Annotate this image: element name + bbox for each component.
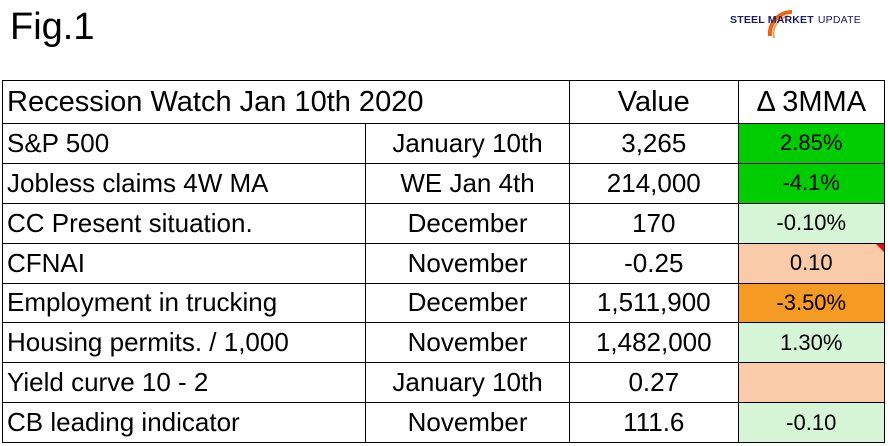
figure-label: Fig.1 <box>10 6 95 48</box>
value-cell: -0.25 <box>570 243 738 283</box>
period-cell: December <box>366 283 570 323</box>
table-row <box>3 163 885 203</box>
period-cell: November <box>366 323 570 363</box>
period-cell: December <box>366 203 570 243</box>
table-header-row <box>3 81 885 124</box>
logo-text-light: UPDATE <box>817 14 861 26</box>
table-row <box>3 323 885 363</box>
value-column-header: Value <box>570 81 738 124</box>
table-body <box>3 124 885 443</box>
change-cell: -0.10% <box>738 203 885 243</box>
change-cell: -0.10 <box>738 403 885 443</box>
value-cell: 170 <box>570 203 738 243</box>
table-row <box>3 363 885 403</box>
indicator-cell: CFNAI <box>3 243 366 283</box>
value-cell: 0.27 <box>570 363 738 403</box>
period-cell: January 10th <box>366 124 570 164</box>
indicator-cell: Yield curve 10 - 2 <box>3 363 366 403</box>
indicator-cell: Housing permits. / 1,000 <box>3 323 366 363</box>
change-cell <box>738 363 885 403</box>
change-cell: 0.10 <box>738 243 885 283</box>
change-cell: -4.1% <box>738 163 885 203</box>
table-row <box>3 283 885 323</box>
indicator-cell: CB leading indicator <box>3 403 366 443</box>
indicator-cell: Jobless claims 4W MA <box>3 163 366 203</box>
period-cell: November <box>366 403 570 443</box>
table-row <box>3 403 885 443</box>
period-cell: January 10th <box>366 363 570 403</box>
value-cell: 3,265 <box>570 124 738 164</box>
table-row <box>3 243 885 283</box>
change-column-header: Δ 3MMA <box>738 81 885 124</box>
table-title: Recession Watch Jan 10th 2020 <box>3 81 570 124</box>
value-cell: 214,000 <box>570 163 738 203</box>
period-cell: November <box>366 243 570 283</box>
change-cell: 2.85% <box>738 124 885 164</box>
table-row <box>3 203 885 243</box>
change-cell: 1.30% <box>738 323 885 363</box>
value-cell: 111.6 <box>570 403 738 443</box>
period-cell: WE Jan 4th <box>366 163 570 203</box>
indicator-cell: CC Present situation. <box>3 203 366 243</box>
logo-swoosh-icon <box>730 6 880 46</box>
logo-text-bold: STEEL MARKET <box>730 14 814 26</box>
change-cell: -3.50% <box>738 283 885 323</box>
recession-watch-table <box>2 80 885 443</box>
table-row <box>3 124 885 164</box>
value-cell: 1,511,900 <box>570 283 738 323</box>
steel-market-update-logo <box>730 6 880 46</box>
value-cell: 1,482,000 <box>570 323 738 363</box>
indicator-cell: Employment in trucking <box>3 283 366 323</box>
indicator-cell: S&P 500 <box>3 124 366 164</box>
